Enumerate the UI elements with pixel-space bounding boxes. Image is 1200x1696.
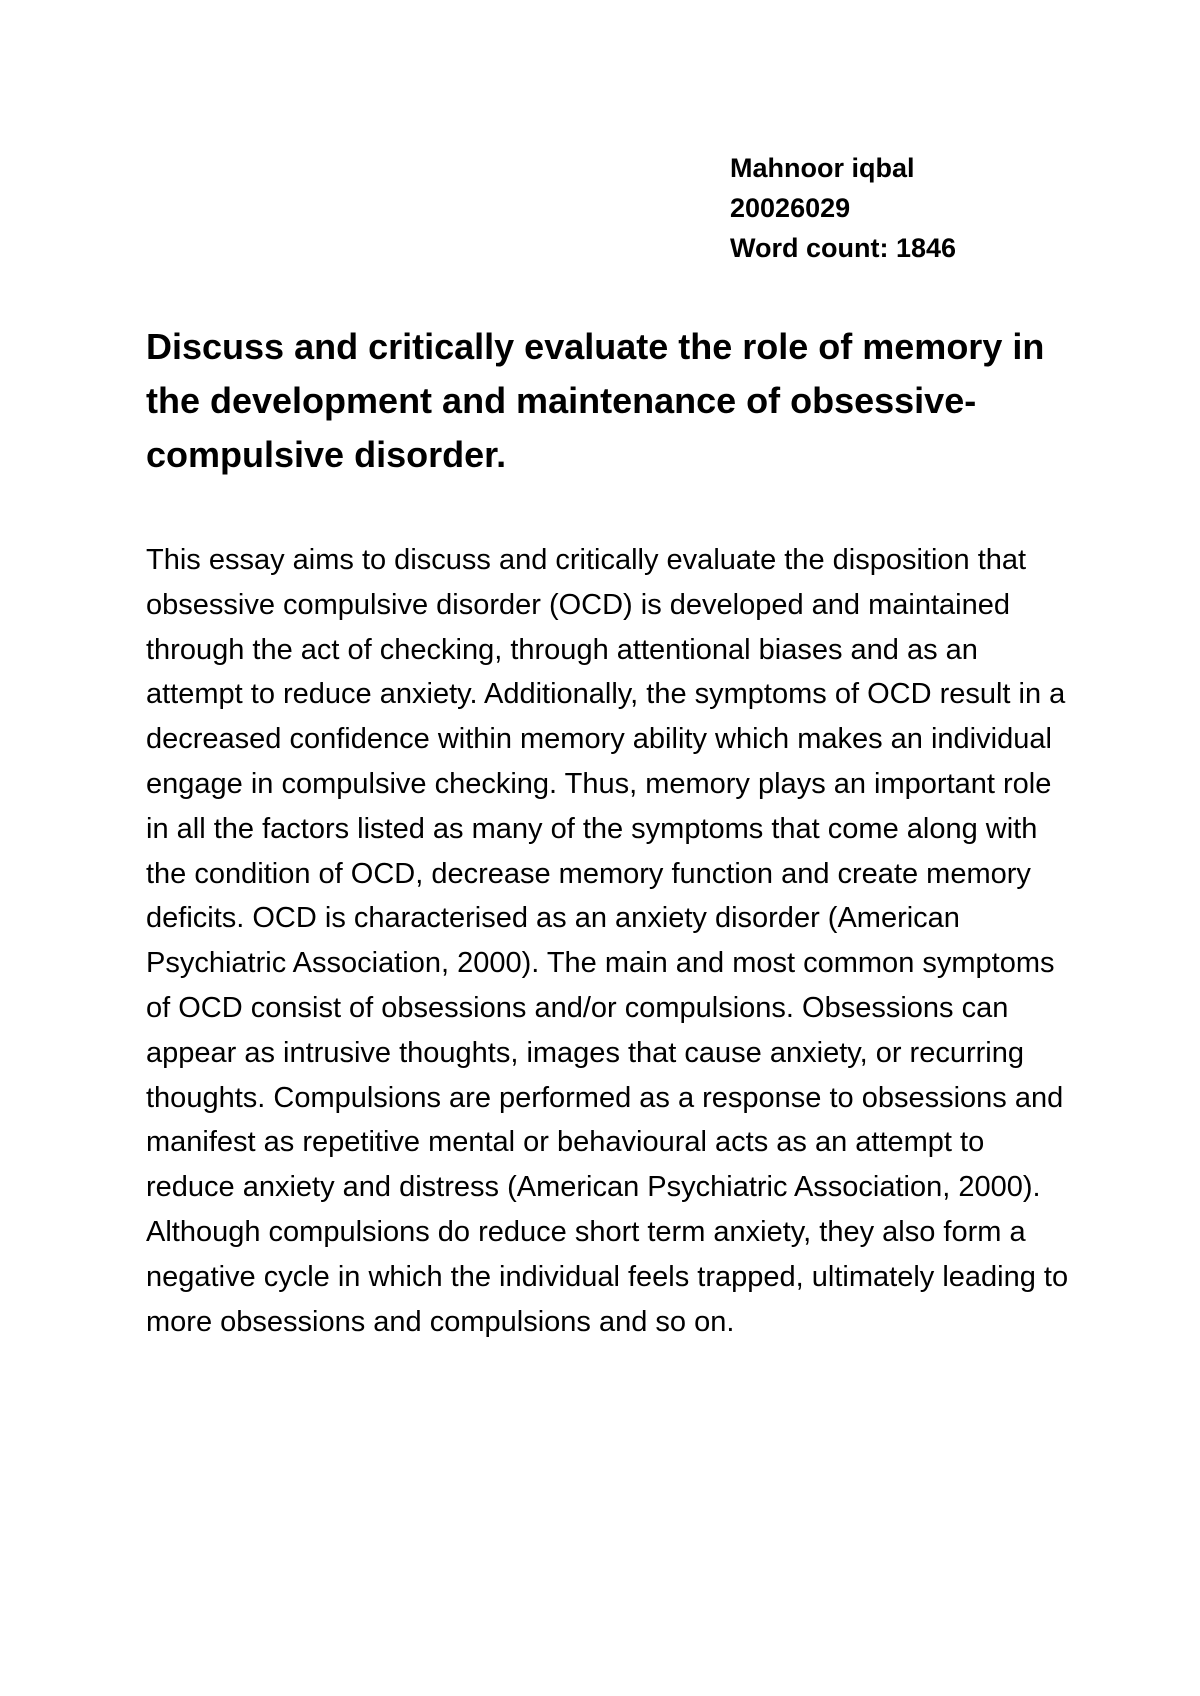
word-count: Word count: 1846 [730, 233, 957, 263]
student-id: 20026029 [730, 193, 851, 223]
author-info [730, 148, 1130, 268]
author-name: Mahnoor iqbal [730, 153, 915, 183]
essay-paragraph: This essay aims to discuss and critically evaluate the disposition that obsessive compulsive disorder (OCD) is developed and maintained through the act of checking, through attentional biases and as an attempt to reduce anxiety. Additionally, the symptoms of OCD result in a decreased confidence within memory ability which makes an individual engage in compulsive checking. Thus, memory plays an important role in all the factors listed as many of the symptoms that come along with the condition of OCD, decrease memory function and create memory deficits. OCD is characterised as an anxiety disorder (American Psychiatric Association, 2000). The main and most common symptoms of OCD consist of obsessions and/or compulsions. Obsessions can appear as intrusive thoughts, images that cause anxiety, or recurring thoughts. Compulsions are performed as a response to obsessions and manifest as repetitive mental or behavioural acts as an attempt to reduce anxiety and distress (American Psychiatric Association, 2000). Although compulsions do reduce short term anxiety, they also form a negative cycle in which the individual feels trapped, ultimately leading to more obsessions and compulsions and so on. [146, 544, 1069, 1338]
essay-title: Discuss and critically evaluate the role of memory in the development and maintenance of obsessive-compulsive disorder. [146, 326, 1045, 475]
